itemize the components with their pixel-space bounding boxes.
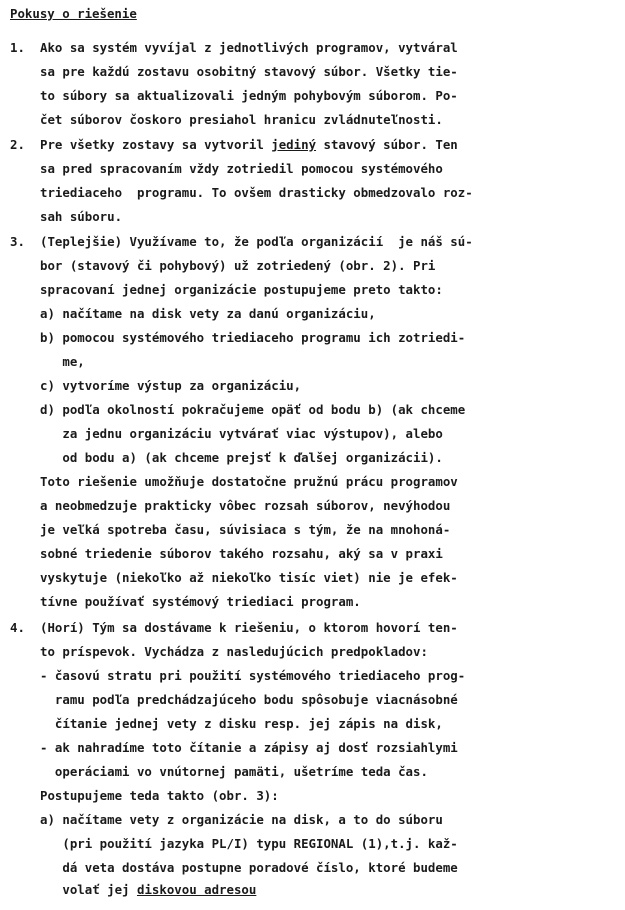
text-line: a) načítame na disk vety za danú organizáciu, <box>40 306 376 321</box>
item-number-4: 4. <box>10 620 25 635</box>
text-span: Pre všetky zostavy sa vytvoril <box>40 137 272 152</box>
text-line <box>40 137 458 153</box>
text-line: sa pre každú zostavu osobitný stavový súbor. Všetky tie- <box>40 64 458 79</box>
text-line: sa pred spracovaním vždy zotriedil pomocou systémového <box>40 161 443 176</box>
text-line: dá veta dostáva postupne poradové číslo, ktoré budeme <box>40 860 458 875</box>
item-number-2: 2. <box>10 137 25 152</box>
text-line: d) podľa okolností pokračujeme opäť od bodu b) (ak chceme <box>40 402 466 417</box>
text-span: stavový súbor. Ten <box>316 137 458 152</box>
text-line: Postupujeme teda takto (obr. 3): <box>40 788 279 803</box>
text-line: (pri použití jazyka PL/I) typu REGIONAL (1),t.j. kaž- <box>40 836 458 851</box>
text-line: sah súboru. <box>40 209 123 224</box>
text-line: vyskytuje (niekoľko až niekoľko tisíc viet) nie je efek- <box>40 570 458 585</box>
text-line: sobné triedenie súborov takého rozsahu, aký sa v praxi <box>40 546 443 561</box>
item-number-3: 3. <box>10 234 25 249</box>
section-heading: Pokusy o riešenie <box>10 6 137 21</box>
text-line: bor (stavový či pohybový) už zotriedený (obr. 2). Pri <box>40 258 436 273</box>
text-line: tívne používať systémový triediaci program. <box>40 594 361 609</box>
text-line <box>40 882 256 898</box>
text-line: me, <box>40 354 85 369</box>
text-line: - časovú stratu pri použití systémového triediaceho prog- <box>40 668 466 683</box>
text-line: - ak nahradíme toto čítanie a zápisy aj dosť rozsiahlymi <box>40 740 458 755</box>
text-line: je veľká spotreba času, súvisiaca s tým, že na mnohoná- <box>40 522 451 537</box>
text-line: od bodu a) (ak chceme prejsť k ďalšej organizácii). <box>40 450 443 465</box>
item-number-1: 1. <box>10 40 25 55</box>
text-line: ramu podľa predchádzajúceho bodu spôsobuje viacnásobné <box>40 692 458 707</box>
text-line: (Teplejšie) Využívame to, že podľa organizácií je náš sú- <box>40 234 473 249</box>
text-line: a) načítame vety z organizácie na disk, a to do súboru <box>40 812 443 827</box>
emphasis-underlined: diskovou adresou <box>136 882 257 897</box>
emphasis-underlined: jediný <box>271 137 317 152</box>
text-line: c) vytvoríme výstup za organizáciu, <box>40 378 302 393</box>
text-line: triediaceho programu. To ovšem drasticky obmedzovalo roz- <box>40 185 473 200</box>
text-line: operáciami vo vnútornej pamäti, ušetríme teda čas. <box>40 764 428 779</box>
text-line: b) pomocou systémového triediaceho programu ich zotriedi- <box>40 330 466 345</box>
text-line: Ako sa systém vyvíjal z jednotlivých programov, vytváral <box>40 40 458 55</box>
text-line: za jednu organizáciu vytvárať viac výstupov), alebo <box>40 426 443 441</box>
text-line: to príspevok. Vychádza z nasledujúcich predpokladov: <box>40 644 428 659</box>
text-line: čítanie jednej vety z disku resp. jej zápis na disk, <box>40 716 443 731</box>
text-span: volať jej <box>40 882 137 897</box>
text-line: čet súborov čoskoro presiahol hranicu zvládnuteľnosti. <box>40 112 443 127</box>
text-line: Toto riešenie umožňuje dostatočne pružnú prácu programov <box>40 474 458 489</box>
text-line: (Horí) Tým sa dostávame k riešeniu, o ktorom hovorí ten- <box>40 620 458 635</box>
text-line: to súbory sa aktualizovali jedným pohybovým súborom. Po- <box>40 88 458 103</box>
text-line: spracovaní jednej organizácie postupujeme preto takto: <box>40 282 443 297</box>
text-line: a neobmedzuje prakticky vôbec rozsah súborov, nevýhodou <box>40 498 451 513</box>
